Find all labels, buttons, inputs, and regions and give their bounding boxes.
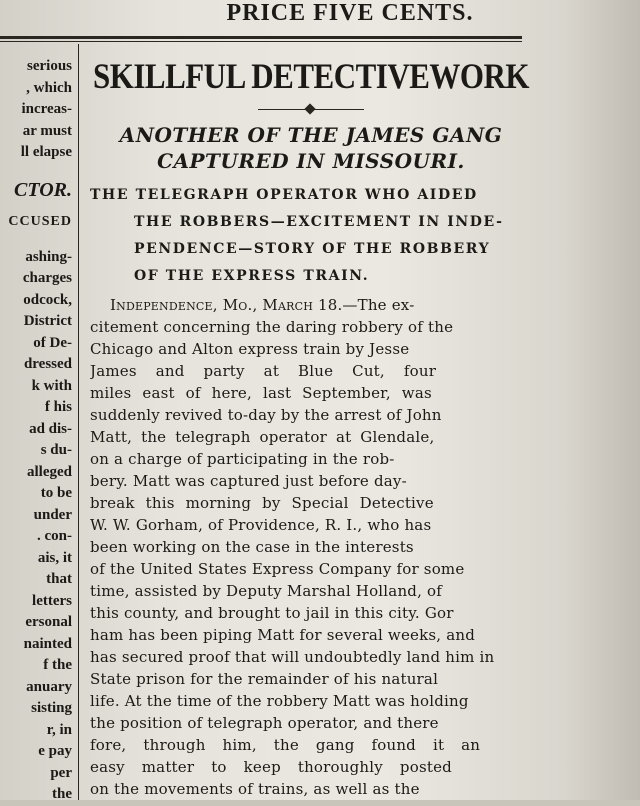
left-line: anuary	[26, 678, 72, 695]
left-line: alleged	[27, 463, 72, 480]
left-line: under	[33, 506, 72, 523]
deck-line: ANOTHER OF THE JAMES GANG	[119, 123, 503, 147]
left-line: that	[46, 571, 72, 587]
masthead-rule-thin	[0, 41, 522, 42]
left-line: dressed	[23, 356, 72, 372]
left-line: increas-	[21, 101, 72, 117]
left-line: r, in	[46, 721, 72, 738]
left-subhead: CTOR.	[14, 178, 72, 201]
deck-line: OF THE EXPRESS TRAIN.	[134, 268, 370, 284]
price-banner: PRICE FIVE CENTS.	[226, 0, 474, 26]
left-line: of De-	[33, 334, 72, 351]
left-column	[0, 56, 72, 806]
masthead-rule	[0, 36, 522, 39]
deck-italic	[90, 122, 532, 174]
left-line: sisting	[31, 700, 72, 716]
left-line: letters	[32, 592, 72, 609]
body-line: bery. Matt was captured just before day-	[90, 472, 407, 490]
left-line: ais, it	[37, 549, 72, 566]
article-body	[90, 294, 532, 800]
deck-line: THE TELEGRAPH OPERATOR WHO AIDED	[90, 187, 478, 203]
left-line: . con-	[37, 528, 72, 544]
body-line: been working on the case in the interests	[90, 538, 414, 556]
body-line: on the movements of trains, as well as the	[90, 780, 420, 798]
dateline: Independence, Mo., March 18.	[110, 296, 343, 314]
left-line: District	[23, 313, 72, 329]
body-line: W. W. Gorham, of Providence, R. I., who has	[90, 516, 432, 534]
left-line: ar must	[22, 122, 72, 139]
left-line: , which	[26, 79, 72, 96]
body-line: easy matter to keep thoroughly posted	[90, 758, 452, 776]
headline-divider	[90, 102, 532, 116]
left-line: ersonal	[25, 614, 72, 630]
left-line: ll elapse	[20, 144, 72, 160]
body-line: fore, through him, the gang found it an	[90, 736, 481, 754]
body-line: Matt, the telegraph operator at Glendale,	[90, 428, 435, 446]
left-line: ashing-	[25, 248, 72, 265]
body-line: time, assisted by Deputy Marshal Holland, of	[90, 582, 443, 600]
left-line: k with	[31, 377, 72, 394]
left-line: charges	[22, 270, 72, 286]
body-line: Independence, Mo., March 18.—The ex-	[110, 296, 415, 314]
left-line: the	[52, 786, 72, 802]
body-line: this county, and brought to jail in this city. Gor	[90, 604, 454, 622]
left-line: s du-	[40, 442, 72, 458]
deck-line: CAPTURED IN MISSOURI.	[157, 149, 465, 173]
body-line: miles east of here, last September, was	[90, 384, 432, 402]
left-line: f the	[43, 657, 72, 673]
deck-line: PENDENCE—STORY OF THE ROBBERY	[134, 241, 491, 257]
body-line: on a charge of participating in the rob-	[90, 450, 395, 468]
left-line: f his	[44, 399, 72, 415]
body-line: life. At the time of the robbery Matt was holding	[90, 692, 469, 710]
left-line: per	[50, 764, 72, 781]
left-line: nainted	[23, 635, 72, 652]
left-subhead-2: CCUSED	[8, 214, 72, 229]
deck-line: THE ROBBERS—EXCITEMENT IN INDE-	[134, 214, 504, 230]
deck-caps	[90, 182, 532, 290]
body-line: break this morning by Special Detective	[90, 494, 434, 512]
left-line: serious	[27, 58, 72, 74]
diamond-ornament	[304, 103, 315, 114]
body-line: citement concerning the daring robbery of the	[90, 318, 454, 336]
headline: SKILLFUL DETECTIVEWORK	[92, 56, 530, 97]
left-line: odcock,	[23, 291, 72, 308]
left-line: ad dis-	[29, 420, 72, 437]
body-line: Chicago and Alton express train by Jesse	[90, 340, 410, 358]
body-line: ham has been piping Matt for several weeks, and	[90, 626, 476, 644]
body-line: suddenly revived to-day by the arrest of John	[90, 406, 442, 424]
body-line: has secured proof that will undoubtedly land him in	[90, 648, 495, 666]
column-rule	[78, 44, 79, 800]
body-line: the position of telegraph operator, and there	[90, 714, 439, 732]
body-line: State prison for the remainder of his natural	[90, 670, 439, 688]
body-line: James and party at Blue Cut, four	[90, 362, 437, 380]
left-line: to be	[40, 485, 72, 501]
left-line: e pay	[38, 743, 72, 759]
body-line: of the United States Express Company for some	[90, 560, 465, 578]
article	[90, 52, 532, 800]
